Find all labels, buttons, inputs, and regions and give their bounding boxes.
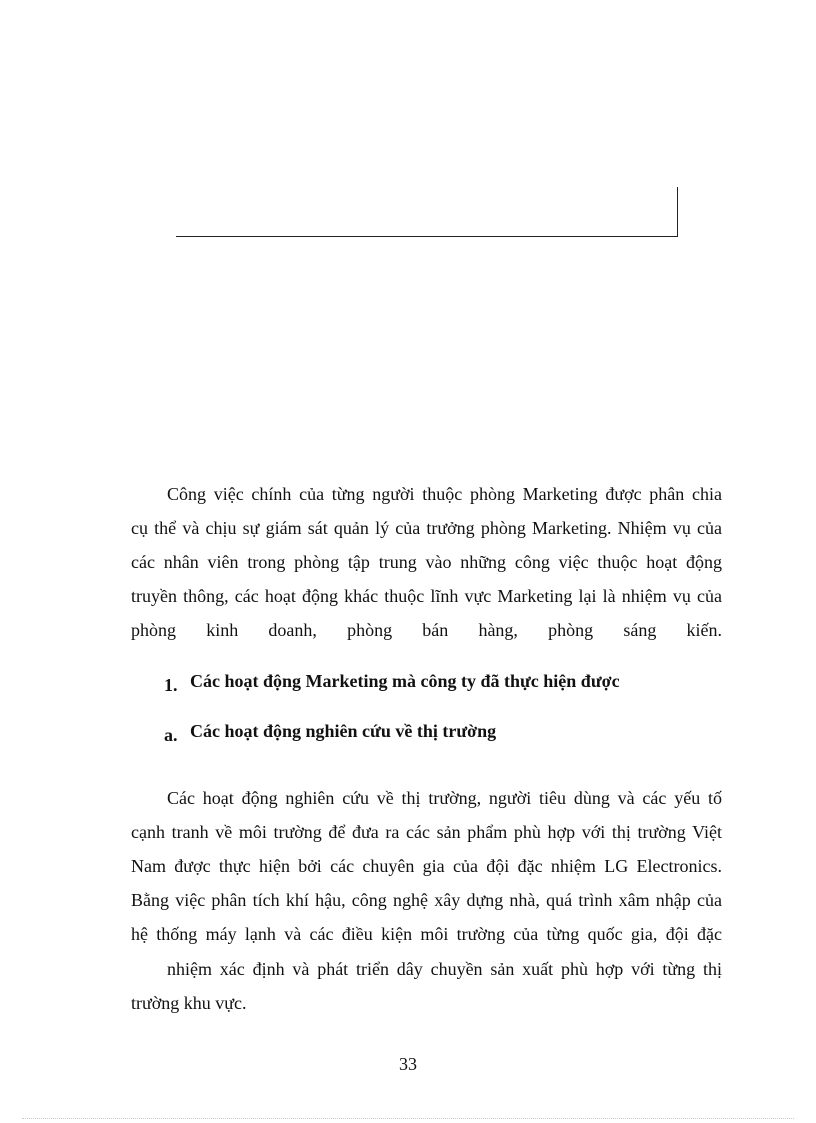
footer-dotted-border [22,1118,794,1119]
header-rule-vertical [677,187,678,237]
paragraph-2-line-7: trường khu vực. [131,993,247,1013]
section-heading-1 [164,670,620,695]
paragraph-1-line-2: cụ thể và chịu sự giám sát quản lý của trưởng phòng Marketing. Nhiệm vụ của [131,518,722,538]
paragraph-1-line-1: Công việc chính của từng người thuộc phòng Marketing được phân chia [167,484,722,504]
paragraph-2-line-4: Bằng việc phân tích khí hậu, công nghệ xây dựng nhà, quá trình xâm nhập của [131,890,722,910]
section-heading-2-number: a. [164,725,178,745]
section-heading-2-title: Các hoạt động nghiên cứu về thị trường [190,721,497,741]
section-heading-1-number: 1. [164,675,178,695]
paragraph-2-line-6: nhiệm xác định và phát triển dây chuyền sản xuất phù hợp với từng thị [167,959,722,979]
header-rule-horizontal [176,236,678,237]
paragraph-1-line-5: phòng kinh doanh, phòng bán hàng, phòng sáng kiến. [131,620,722,640]
paragraph-1-line-3: các nhân viên trong phòng tập trung vào những công việc thuộc hoạt động [131,552,722,572]
paragraph-2-line-5: hệ thống máy lạnh và các điều kiện môi trường của từng quốc gia, đội đặc [131,924,722,944]
section-heading-1-title: Các hoạt động Marketing mà công ty đã thực hiện được [190,671,620,691]
paragraph-2-line-2: cạnh tranh về môi trường để đưa ra các sản phẩm phù hợp với thị trường Việt [131,822,722,842]
section-heading-2 [164,720,497,745]
paragraph-1-line-4: truyền thông, các hoạt động khác thuộc lĩnh vực Marketing lại là nhiệm vụ của [131,586,722,606]
page-number: 33 [399,1054,417,1074]
paragraph-2-line-3: Nam được thực hiện bởi các chuyên gia của đội đặc nhiệm LG Electronics. [131,856,722,876]
paragraph-2-line-1: Các hoạt động nghiên cứu về thị trường, người tiêu dùng và các yếu tố [167,788,722,808]
